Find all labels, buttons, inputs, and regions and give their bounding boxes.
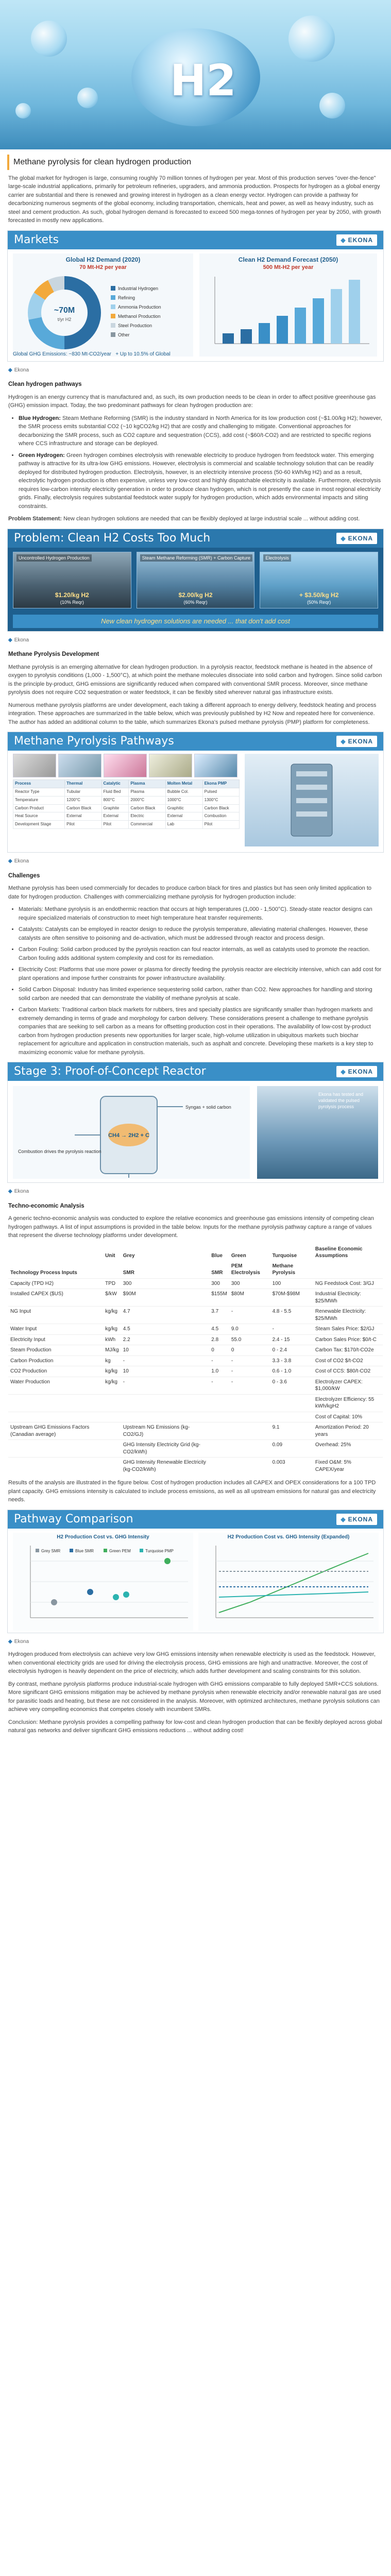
table-cell: - [121,1377,210,1394]
ekona-mark-icon: ◆ [341,1068,346,1076]
table-row [8,1458,383,1475]
intro-paragraph: The global market for hydrogen is large, consuming roughly 70 million tonnes of hydrogen per year. Most of this production serves "over-the-fence" large-scale industrial applications, primarily for petroleum refineries, upgraders, and ammonia production. Prospects for hydrogen as a global energy carrier are substantial and there is renewed and growing interest in hydrogen as a clean energy vector. Hydrogen can provide a pathway for decarbonizing numerous segments of the global economy, including transportation, chemicals, heat and power, as well as heavy industry, such as steel and cement production. As such, global hydrogen demand is forecasted to exceed 500 mega-tonnes of hydrogen per year by 2050, with growth forecasted in mostly new applications. [8,175,381,224]
table-cell: Upstream NG Emissions (kg-CO2/GJ) [121,1422,210,1440]
table-cell: $/kW [103,1289,121,1307]
table-row: Temperature 1200°C 800°C 2000°C 1000°C 1300°C [13,796,240,804]
table-cell: Cost of CCS: $80/t-CO2 [313,1366,383,1377]
bubble-decoration [15,103,31,118]
legend-item: Green PEM [109,1549,131,1554]
table-cell [121,1412,210,1422]
ekona-mark-icon: ◆ [8,637,12,643]
bubble-decoration [319,93,345,118]
table-cell: kg [103,1355,121,1366]
pathway-image [58,754,101,777]
table-cell [270,1394,313,1412]
card-subtitle: 500 Mt-H2 per year [263,264,314,270]
reactor-caption: Ekona has tested and validated the pulsed pyrolysis process [318,1092,364,1110]
table-row [8,1366,383,1377]
byline: ◆ Ekona [8,637,29,643]
section-heading-clean: Clean hydrogen pathways [8,381,82,388]
table-row: Reactor Type Tubular Fluid Bed Plasma Bubble Col. Pulsed [13,788,240,796]
ekona-mark-icon: ◆ [341,534,346,542]
legend-item: Industrial Hydrogen [118,285,159,291]
list-item: • Carbon Fouling: Solid carbon produced by the pyrolysis reaction can foul reactor internals, as well as catalysts used to promote the reaction. Carbon fouling adds additional system complexity and cost for its remediation. [19,945,383,962]
forecast-bar [295,308,306,344]
slide-title: Markets [14,233,59,246]
card-title: Clean H2 Demand Forecast (2050) [238,256,338,263]
table-row [8,1345,383,1356]
forecast-bar [241,329,252,344]
table-cell: 0 - 3.6 [270,1377,313,1394]
bubble-decoration [77,88,98,108]
table-cell: 3.3 - 3.8 [270,1355,313,1366]
pathway-reactor-photo [245,754,379,846]
table-cell: 2.4 - 15 [270,1334,313,1345]
slide-title: Pathway Comparison [14,1512,133,1526]
series-line [219,1553,368,1613]
forecast-bar [313,298,324,344]
donut-legend [111,286,161,337]
table-cell: 300 [121,1278,210,1289]
table-cell: 4.8 - 5.5 [270,1307,313,1324]
article-title: Methane pyrolysis for clean hydrogen production [13,158,192,166]
table-cell [229,1394,270,1412]
table-cell [229,1422,270,1440]
hero-image [0,0,391,149]
slide-header [8,1510,383,1529]
challenges-bullet-list [19,905,383,1057]
table-cell: Cost of Capital: 10% [313,1412,383,1422]
table-cell: - [270,1324,313,1335]
section-heading-challenges: Challenges [8,872,40,879]
table-cell [209,1458,229,1475]
photo-grey-hydrogen: Uncontrolled Hydrogen Production $1.20/kg H2 (10% Reqr) [13,552,131,608]
reactor-diagram [13,1086,250,1179]
table-cell [229,1458,270,1475]
table-row: Heat Source External External Electric External Combustion [13,812,240,821]
legend-item: Grey SMR [41,1549,61,1554]
table-cell: GHG Intensity Renewable Electricity (kg-CO2/kWh) [121,1458,210,1475]
ekona-mark-icon: ◆ [8,367,12,373]
table-cell: GHG Intensity Electricity Grid (kg-CO2/kWh) [121,1440,210,1458]
table-cell: Renewable Electricity: $25/MWh [313,1307,383,1324]
ekona-mark-icon: ◆ [8,1189,12,1195]
table-cell: 0.6 - 1.0 [270,1366,313,1377]
byline [8,367,383,374]
table-row [8,1324,383,1335]
section-heading-pyrolysis: Methane Pyrolysis Development [8,651,99,658]
ekona-mark-icon: ◆ [341,1515,346,1523]
table-cell [209,1412,229,1422]
results-paragraph: Results of the analysis are illustrated in the figure below. Cost of hydrogen production includes all CAPEX and OPEX considerations for a 100 TPD plant capacity. GHG emissions intensity is calculated to include process emissions, as well as all upstream emissions for natural gas and electricity needs. [8,1480,376,1503]
reaction-equation: CH4 → 2H2 + C [108,1132,149,1139]
table-cell: 0 [229,1345,270,1356]
ekona-mark-icon: ◆ [8,858,12,865]
table-cell: CO2 Production [8,1366,103,1377]
table-cell: Fixed O&M: 5% CAPEX/year [313,1458,383,1475]
table-header-row: Process Thermal Catalytic Plasma Molten Metal Ekona PMP [13,780,240,788]
table-row [8,1412,383,1422]
table-cell: 4.7 [121,1307,210,1324]
table-cell: Steam Sales Price: $2/GJ [313,1324,383,1335]
slide-title: Methane Pyrolysis Pathways [14,735,174,748]
table-cell: Carbon Tax: $170/t-CO2e [313,1345,383,1356]
table-cell [103,1412,121,1422]
slide-header [8,732,383,751]
table-cell: 300 [209,1278,229,1289]
techno-economic-table [8,1244,383,1475]
slide-header [8,231,383,249]
legend-item: Turquoise PMP [145,1549,174,1554]
section-heading-techno: Techno-economic Analysis [8,1202,84,1209]
list-item: • Green Hydrogen: Green hydrogen combines electrolysis with renewable electricity to produce hydrogen from feedstock water. This emerging pathway is attractive for its ultra-low GHG emissions. However, electrolysis is commercial and scalable technology solution that can be readily deployed for distributed hydrogen production. Electrolysis, however, is an electricity intensive process (50-60 kWh/kg H2) and as a result, electrolytic hydrogen production is often expensive, unless very low-cost and highly dispatchable electricity is available. Furthermore, electrolysis requires low-carbon intensity electricity generation in order to produce clean hydrogen, which is not presently the case in most regional electricity grids. Finally, electrolysis requires substantial feedstock water supply for hydrogen production, which adds environmental impacts and siting constraints. [19,451,383,511]
legend-item: Ammonia Production [118,304,161,310]
slide-title: Stage 3: Proof-of-Concept Reactor [14,1065,206,1078]
byline: ◆ Ekona [8,858,29,865]
pathway-image [13,754,56,777]
forecast-card [199,253,377,357]
diagram-note: Combustion drives the pyrolysis reaction [18,1149,101,1155]
global-demand-card [13,253,193,357]
table-cell: NG Feedstock Cost: 3/GJ [313,1278,383,1289]
comparison-chart-left [13,1533,193,1631]
legend-item: Steel Production [118,323,152,328]
legend-item: Refining [118,295,135,300]
slide-problem [7,529,384,632]
table-cell [121,1394,210,1412]
clean-bullet-list [19,414,383,511]
conclusion-paragraph-2: By contrast, methane pyrolysis platforms produce industrial-scale hydrogen with GHG emissions comparable to fully deployed SMR+CCS solutions. More significant GHG emissions mitigation may be achieved by methane pyrolysis when renewable electricity and/or renewable natural gas are used for parasitic loads and heating, but these are not considered in the analysis. Moreover, with optimized architectures, methane pyrolysis solutions can achieve very compelling economics that competes closely with incumbent SMRs. [8,1681,381,1713]
table-cell: Electricity Input [8,1334,103,1345]
data-point [164,1558,171,1564]
card-title: Global H2 Demand (2020) [65,256,141,263]
forecast-bar [259,323,270,344]
table-cell [103,1440,121,1458]
table-cell [8,1412,103,1422]
legend-item: Methanol Production [118,313,161,319]
table-cell: Amortization Period: 20 years [313,1422,383,1440]
table-cell: - [209,1355,229,1366]
table-cell: kg/kg [103,1366,121,1377]
donut-center-value: ~70M [54,306,75,315]
table-cell: Carbon Sales Price: $0/t-C [313,1334,383,1345]
table-cell [103,1458,121,1475]
ekona-logo: ◆ EKONA [336,234,377,246]
list-item: • Materials: Methane pyrolysis is an endothermic reaction that occurs at high temperatures (1,000 - 1,500°C). Steady-state reactor designs can require specialized materials of construction to meet high temperature heat transfer requirements. [19,905,383,922]
forecast-bar [349,280,360,344]
table-cell: 10 [121,1345,210,1356]
table-cell: kWh [103,1334,121,1345]
table-row [8,1289,383,1307]
chart-title: H2 Production Cost vs. GHG Intensity [57,1534,149,1540]
table-cell: Upstream GHG Emissions Factors (Canadian average) [8,1422,103,1440]
series-line [219,1592,368,1597]
diagram-note: Syngas + solid carbon [185,1105,231,1110]
table-cell: kg/kg [103,1307,121,1324]
table-cell: $80M [229,1289,270,1307]
table-cell: - [229,1366,270,1377]
byline-text: Ekona [14,367,29,373]
donut-center-sub: t/yr H2 [57,316,72,322]
data-point [123,1591,129,1598]
table-row: Development Stage Pilot Pilot Commercial Lab Pilot [13,821,240,829]
table-cell: 2.8 [209,1334,229,1345]
forecast-bar [277,316,288,344]
table-row: Carbon Product Carbon Black Graphite Carbon Black Graphitic Carbon Black [13,804,240,812]
pathway-image [104,754,147,777]
ekona-logo: ◆ EKONA [336,736,377,747]
slide-header [8,1062,383,1081]
table-cell: 9.0 [229,1324,270,1335]
table-cell: Installed CAPEX ($US) [8,1289,103,1307]
problem-banner: New clean hydrogen solutions are needed ... that don't add cost [13,615,378,628]
table-cell: 4.5 [121,1324,210,1335]
card-subtitle: 70 Mt-H2 per year [79,264,127,270]
reactor-photo [257,1086,378,1179]
table-row [8,1355,383,1366]
table-cell [209,1394,229,1412]
list-item: • Blue Hydrogen: Steam Methane Reforming (SMR) is the industry standard in North America for its low production cost (~$1.00/kg H2); however, the SMR process emits substantial CO2 (~10 kgCO2/kg H2) that are costly and challenging to mitigate. Conventional approaches for decarbonizing the SMR process, such as CO2 capture and sequestration (CCS), add cost (~$60/t-CO2) and are restricted to specific regions where CCS infrastructure and storage can be deployed. [19,414,383,448]
legend-item: Other [118,332,130,337]
table-cell: $90M [121,1289,210,1307]
article-title-bar [7,155,384,170]
data-point [113,1594,119,1600]
table-cell: Industrial Electricity: $25/MWh [313,1289,383,1307]
techno-paragraph: A generic techno-economic analysis was conducted to explore the relative economics and greenhouse gas emissions intensity of competing clean hydrogen pathways. A list of input assumptions is provided in the table below. Inputs for the methane pyrolysis pathway capture a range of values that represent the diverse technology platforms under development. [8,1215,374,1239]
table-cell: 10 [121,1366,210,1377]
ghg-emissions-note: Global GHG Emissions: ~830 Mt-CO2/year [13,351,111,358]
table-cell [8,1440,103,1458]
pyrolysis-paragraph-1: Methane pyrolysis is an emerging alternative for clean hydrogen production. In a pyrolysis reactor, feedstock methane is heated in the absence of oxygen to pyrolysis conditions (1,000 - 1,500°C), at which point the methane molecules dissociate into solid carbon and hydrogen. Since solid carbon is the principle by-product, GHG emissions are significantly reduced when compared with conventional SMR process. Moreover, since methane pyrolysis does not require CO2 sequestration or water feedstock, it can be flexibly sited wherever natural gas infrastructure exists. [8,664,382,696]
pathway-image [194,754,237,777]
conclusion-paragraph-1: Hydrogen produced from electrolysis can achieve very low GHG emissions intensity when renewable electricity is used as the feedstock. However, when conventional electricity grids are used for driving the electrolysis process, GHG emissions are high and unattractive. Moreover, the cost of electrolysis hydrogen is heavily dependent on the price of electricity, which adds further development and scaling constraints for this solution. [8,1651,376,1675]
table-cell: Electrolyzer Efficiency: 55 kWh/kgH2 [313,1394,383,1412]
pathway-table [13,779,240,829]
table-cell: $155M [209,1289,229,1307]
photo-blue-hydrogen: Steam Methane Reforming (SMR) + Carbon Capture $2.00/kg H2 (60% Reqr) [137,552,255,608]
slide-comparison [7,1510,384,1633]
table-cell: Carbon Production [8,1355,103,1366]
table-row [8,1307,383,1324]
table-cell: NG Input [8,1307,103,1324]
table-row [8,1334,383,1345]
table-cell: 4.5 [209,1324,229,1335]
bubble-decoration [288,15,335,62]
table-cell: - [209,1377,229,1394]
forecast-bar-chart [199,272,377,354]
list-item: • Solid Carbon Disposal: Industry has limited experience sequestering solid carbon, rather than CO2. New approaches for handling and storing solid carbon are needed that can demonstrate the viability of methane pyrolysis at scale. [19,986,383,1003]
table-subheader-row: Technology Process Inputs SMR SMR PEM Electrolysis Methane Pyrolysis [10,1263,296,1276]
slide-markets [7,230,384,362]
pyrolysis-paragraph-2: Numerous methane pyrolysis platforms are under development, each taking a different approach to energy delivery, feedstock heating and process integration. These approaches are summarized in the table below, which was previously published by H2 Now and repeated here for convenience. The author has added an additional column to the table, which summarizes Ekona's pulsed methane pyrolysis (PMP) platform for completeness. [8,702,377,725]
table-cell: 9.1 [270,1422,313,1440]
table-cell: 0 [209,1345,229,1356]
table-row [8,1394,383,1412]
table-cell: Overhead: 25% [313,1440,383,1458]
data-point [51,1599,57,1605]
table-row [8,1278,383,1289]
table-cell [270,1412,313,1422]
table-cell: - [121,1355,210,1366]
data-point [87,1589,93,1595]
table-cell: 2.2 [121,1334,210,1345]
ekona-logo: ◆ EKONA [336,1514,377,1525]
clean-paragraph: Hydrogen is an energy currency that is manufactured and, as such, its own production needs to be clean in order to affect positive greenhouse gas (GHG) emission impact. Today, the two predominant pathways for clean hydrogen production are: [8,394,376,409]
pathway-image [149,754,192,777]
slide-title: Problem: Clean H2 Costs Too Much [14,531,211,545]
ekona-mark-icon: ◆ [8,1638,12,1645]
photo-green-hydrogen: Electrolysis + $3.50/kg H2 (50% Reqr) [260,552,378,608]
forecast-bar [331,289,342,344]
table-row [8,1377,383,1394]
table-cell: Water Production [8,1377,103,1394]
table-cell: 100 [270,1278,313,1289]
table-cell: Water Input [8,1324,103,1335]
demand-donut-chart [13,272,193,354]
conclusion-paragraph-3: Conclusion: Methane pyrolysis provides a compelling pathway for low-cost and clean hydrogen production that can be flexibly deployed across global natural gas networks and deliver significant GHG emissions reductions ... without adding cost! [8,1719,382,1734]
table-cell: kg/kg [103,1377,121,1394]
table-cell: 1.0 [209,1366,229,1377]
table-cell: Cost of CO2 $/t-CO2 [313,1355,383,1366]
forecast-bars [223,280,360,344]
table-cell: 0.003 [270,1458,313,1475]
table-row [8,1422,383,1440]
table-cell: 0 - 2.4 [270,1345,313,1356]
table-cell [209,1440,229,1458]
table-cell: Electrolyzer CAPEX: $1,000/kW [313,1377,383,1394]
list-item: • Carbon Markets: Traditional carbon black markets for rubbers, tires and specialty plastics are significantly smaller than hydrogen markets and extremely demanding in terms of grade and morphology for carbon delivery. These considerations present a challenge to methane pyrolysis companies that are seeking to sell carbon as a means for offsetting production cost in their operations. The availability of low-cost by-product carbon from hydrogen production presents new opportunities for larger scale, high-volume utilization in ubiquitous markets such biochar replacement for agriculture and application in construction materials, such as asphalt and concrete. Developing these markets is a key step to maximizing economic value for methane pyrolysis. [19,1006,383,1057]
problem-statement: Problem Statement: New clean hydrogen solutions are needed that can be flexibly deployed at large industrial scale ... without adding cost. [8,516,360,522]
table-cell [229,1440,270,1458]
table-cell: - [229,1307,270,1324]
table-cell: 55.0 [229,1334,270,1345]
table-cell: 3.7 [209,1307,229,1324]
hero-logo-text: H2 [170,55,236,106]
byline: ◆ Ekona [8,1638,29,1645]
table-cell: - [229,1377,270,1394]
table-cell: MJ/kg [103,1345,121,1356]
slide-header [8,529,383,548]
table-cell [8,1394,103,1412]
table-cell: $70M-$98M [270,1289,313,1307]
challenges-paragraph: Methane pyrolysis has been used commercially for decades to produce carbon black for tires and plastics but has seen only limited application to date for hydrogen production. Challenges with commercializing methane pyrolysis for hydrogen production include: [8,885,371,900]
slide-pathways [7,732,384,853]
table-cell: kg/kg [103,1324,121,1335]
ekona-mark-icon: ◆ [341,236,346,244]
table-cell [103,1394,121,1412]
table-cell [209,1422,229,1440]
list-item: • Catalysts: Catalysts can be employed in reactor design to reduce the pyrolysis temperature, alleviating material challenges. However, these catalysts are often sensitive to poisoning and de-activation, which must be addressed through reactor and process design. [19,925,383,942]
bubble-decoration [31,21,67,57]
chart-title: H2 Production Cost vs. GHG Intensity (Expanded) [227,1534,350,1540]
legend-item: Blue SMR [75,1549,94,1554]
byline: ◆ Ekona [8,1189,29,1195]
table-cell: Capacity (TPD H2) [8,1278,103,1289]
table-cell: 300 [229,1278,270,1289]
ekona-mark-icon: ◆ [341,738,346,745]
global-share-note: + Up to 10.5% of Global [115,351,171,358]
table-cell [103,1422,121,1440]
table-cell: Steam Production [8,1345,103,1356]
ekona-logo: ◆ EKONA [336,1066,377,1077]
table-cell: 0.09 [270,1440,313,1458]
table-cell: TPD [103,1278,121,1289]
table-cell: - [229,1355,270,1366]
table-row [8,1440,383,1458]
ekona-logo: ◆ EKONA [336,533,377,544]
comparison-chart-right [198,1533,379,1631]
list-item: • Electricity Cost: Platforms that use more power or plasma for directly feeding the pyrolysis reactor are electricity intensive, which can add cost for plant operations and impose further constraints for power infrastructure availability. [19,965,383,982]
table-header-row: Unit Grey Blue Green Turquoise Baseline Economic Assumptions [105,1246,363,1259]
table-cell [229,1412,270,1422]
slide-reactor [7,1062,384,1183]
markets-footer [13,351,171,358]
table-cell [8,1458,103,1475]
forecast-bar [223,333,234,344]
